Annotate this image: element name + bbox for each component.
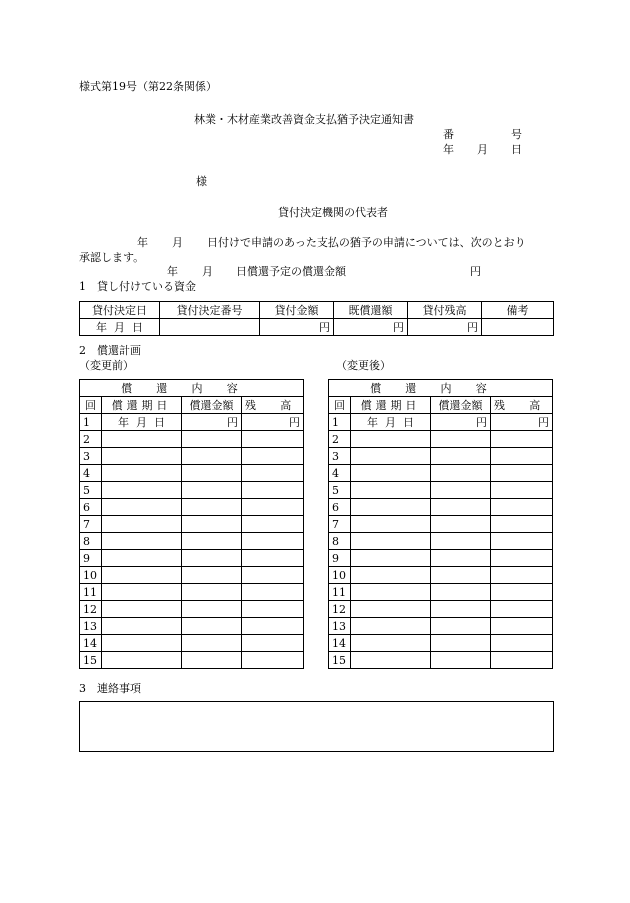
body-line1: 日付けで申請のあった支払の猶予の申請については、次のとおり: [207, 236, 526, 249]
body-line3-text: 日償還予定の償還金額: [236, 265, 346, 278]
notes-box[interactable]: [79, 701, 554, 752]
table-row: [329, 465, 553, 482]
table-row: [329, 550, 553, 567]
balance-cell[interactable]: [491, 414, 553, 431]
due-date-cell[interactable]: [351, 465, 431, 482]
row-number: 5: [329, 482, 351, 499]
balance-cell[interactable]: [491, 618, 553, 635]
repayment-amount-cell[interactable]: [182, 482, 242, 499]
due-date-cell[interactable]: [102, 635, 182, 652]
repayment-amount-cell[interactable]: [431, 533, 491, 550]
table-header-row: [80, 397, 304, 414]
due-date-cell[interactable]: [351, 431, 431, 448]
balance-cell[interactable]: [242, 635, 304, 652]
table-row: [80, 652, 304, 669]
repayment-amount-cell[interactable]: [431, 618, 491, 635]
table-row: [80, 431, 304, 448]
date-day-label: 日: [511, 143, 522, 156]
table-row: [329, 584, 553, 601]
loan-date-cell[interactable]: [80, 319, 160, 336]
repayment-amount-cell[interactable]: [182, 550, 242, 567]
repayment-amount-cell[interactable]: [431, 448, 491, 465]
balance-cell[interactable]: [491, 652, 553, 669]
table-row: [329, 482, 553, 499]
due-date-cell[interactable]: [102, 652, 182, 669]
repayment-amount-cell[interactable]: [431, 414, 491, 431]
row-number: 9: [329, 550, 351, 567]
date-month-label: 月: [114, 320, 125, 334]
table-row: [80, 533, 304, 550]
due-date-cell[interactable]: [102, 533, 182, 550]
balance-cell[interactable]: [491, 533, 553, 550]
row-number: 8: [80, 533, 102, 550]
row-number: 2: [329, 431, 351, 448]
table-row: [80, 567, 304, 584]
balance-cell[interactable]: [491, 482, 553, 499]
due-date-cell[interactable]: [102, 567, 182, 584]
repayment-amount-cell[interactable]: [431, 567, 491, 584]
date-day-label: 日: [403, 415, 414, 429]
row-number: 14: [329, 635, 351, 652]
row-number: 8: [329, 533, 351, 550]
repayment-amount-cell[interactable]: [431, 601, 491, 618]
body-line3-yen: 円: [470, 265, 481, 278]
due-date-cell[interactable]: [102, 618, 182, 635]
remarks-cell[interactable]: [482, 319, 554, 336]
table-row: [80, 618, 304, 635]
row-number: 2: [80, 431, 102, 448]
balance-cell[interactable]: [242, 618, 304, 635]
row-number: 9: [80, 550, 102, 567]
yen-label: 円: [289, 415, 300, 429]
date-day-label: 日: [132, 320, 143, 334]
row-number: 12: [329, 601, 351, 618]
section1-heading: 1 貸し付けている資金: [79, 280, 196, 293]
repayment-amount-cell[interactable]: [182, 516, 242, 533]
column-header: 貸付金額: [260, 302, 334, 319]
due-date-cell[interactable]: [351, 635, 431, 652]
repayment-amount-cell[interactable]: [182, 652, 242, 669]
row-number: 10: [329, 567, 351, 584]
balance-cell[interactable]: [242, 414, 304, 431]
balance-cell[interactable]: [242, 567, 304, 584]
column-header: 貸付残高: [408, 302, 482, 319]
due-date-cell[interactable]: [102, 550, 182, 567]
loan-amount-cell[interactable]: [260, 319, 334, 336]
table-row: [80, 635, 304, 652]
row-number: 15: [329, 652, 351, 669]
loan-number-cell[interactable]: [160, 319, 260, 336]
column-header: 償還期日: [102, 397, 182, 414]
balance-cell[interactable]: [242, 516, 304, 533]
table-row: [329, 533, 553, 550]
row-number: 6: [329, 499, 351, 516]
repayment-amount-cell[interactable]: [431, 499, 491, 516]
table-row: [329, 618, 553, 635]
repayment-amount-cell[interactable]: [182, 635, 242, 652]
yen-label: 円: [476, 415, 487, 429]
repayment-amount-cell[interactable]: [182, 414, 242, 431]
due-date-cell[interactable]: [351, 652, 431, 669]
due-date-cell[interactable]: [351, 567, 431, 584]
column-header: 回: [80, 397, 102, 414]
row-number: 1: [329, 414, 351, 431]
column-header: 償還金額: [182, 397, 242, 414]
due-date-cell[interactable]: [102, 601, 182, 618]
row-number: 4: [80, 465, 102, 482]
row-number: 12: [80, 601, 102, 618]
due-date-cell[interactable]: [351, 482, 431, 499]
repayment-amount-cell[interactable]: [182, 567, 242, 584]
repayment-amount-cell[interactable]: [431, 550, 491, 567]
due-date-cell[interactable]: [102, 516, 182, 533]
table-row: [80, 499, 304, 516]
repayment-amount-cell[interactable]: [431, 431, 491, 448]
table-row: [80, 448, 304, 465]
table-row: [80, 550, 304, 567]
column-header: 償還期日: [351, 397, 431, 414]
balance-cell[interactable]: [491, 584, 553, 601]
balance-cell[interactable]: [242, 448, 304, 465]
repayment-amount-cell[interactable]: [182, 499, 242, 516]
column-header: 備考: [482, 302, 554, 319]
body-line3-year: 年: [167, 265, 178, 278]
column-header: 回: [329, 397, 351, 414]
balance-cell[interactable]: [408, 319, 482, 336]
column-header: 償還金額: [431, 397, 491, 414]
table-row: [329, 635, 553, 652]
table-row: [80, 601, 304, 618]
recipient-suffix: 様: [196, 175, 207, 188]
table-row: [329, 414, 553, 431]
repayment-amount-cell[interactable]: [182, 601, 242, 618]
date-year-label: 年: [96, 320, 107, 334]
due-date-cell[interactable]: [102, 448, 182, 465]
body-year: 年: [137, 236, 148, 249]
due-date-cell[interactable]: [351, 550, 431, 567]
row-number: 3: [329, 448, 351, 465]
due-date-cell[interactable]: [102, 431, 182, 448]
table-header-row: [80, 302, 554, 319]
body-month: 月: [172, 236, 183, 249]
due-date-cell[interactable]: [102, 465, 182, 482]
due-date-cell[interactable]: [351, 448, 431, 465]
due-date-cell[interactable]: [102, 584, 182, 601]
repayment-plan-after-table: [328, 379, 565, 669]
table-row: [80, 516, 304, 533]
due-date-cell[interactable]: [102, 414, 182, 431]
yen-label: 円: [393, 320, 404, 334]
column-header: 残高: [491, 397, 553, 414]
balance-cell[interactable]: [491, 601, 553, 618]
row-number: 11: [329, 584, 351, 601]
after-label: （変更後）: [336, 359, 391, 372]
date-year-label: 年: [367, 415, 378, 429]
form-number: 様式第19号（第22条関係）: [79, 80, 217, 93]
row-number: 14: [80, 635, 102, 652]
due-date-cell[interactable]: [351, 601, 431, 618]
column-header: 貸付決定日: [80, 302, 160, 319]
balance-cell[interactable]: [242, 601, 304, 618]
row-number: 5: [80, 482, 102, 499]
column-header: 貸付決定番号: [160, 302, 260, 319]
row-number: 11: [80, 584, 102, 601]
repayment-amount-cell[interactable]: [182, 533, 242, 550]
row-number: 7: [80, 516, 102, 533]
column-header: 既償還額: [334, 302, 408, 319]
balance-cell[interactable]: [242, 550, 304, 567]
table-row: [329, 499, 553, 516]
sender-label: 貸付決定機関の代表者: [278, 206, 388, 219]
row-number: 13: [329, 618, 351, 635]
balance-cell[interactable]: [491, 431, 553, 448]
date-year-label: 年: [118, 415, 129, 429]
date-year-label: 年: [443, 143, 454, 156]
table-header-row: [329, 397, 553, 414]
date-month-label: 月: [385, 415, 396, 429]
yen-label: 円: [538, 415, 549, 429]
group-header-row: [329, 380, 553, 397]
balance-cell[interactable]: [491, 499, 553, 516]
table-row: [80, 482, 304, 499]
table-row: [329, 448, 553, 465]
repayment-amount-cell[interactable]: [182, 448, 242, 465]
due-date-cell[interactable]: [351, 499, 431, 516]
column-header: 残高: [242, 397, 304, 414]
group-header-row: [80, 380, 304, 397]
due-date-cell[interactable]: [351, 533, 431, 550]
repayment-amount-cell[interactable]: [431, 584, 491, 601]
table-row: [329, 652, 553, 669]
table-row: [80, 465, 304, 482]
yen-label: 円: [319, 320, 330, 334]
repayment-amount-cell[interactable]: [431, 465, 491, 482]
repayment-amount-cell[interactable]: [182, 618, 242, 635]
due-date-cell[interactable]: [351, 516, 431, 533]
document-title: 林業・木材産業改善資金支払猶予決定通知書: [194, 113, 414, 126]
balance-cell[interactable]: [491, 635, 553, 652]
table-row: [329, 567, 553, 584]
number-label-go: 号: [511, 128, 522, 141]
row-number: 7: [329, 516, 351, 533]
table-row: [329, 431, 553, 448]
due-date-cell[interactable]: [102, 499, 182, 516]
section3-heading: 3 連絡事項: [79, 682, 141, 695]
balance-cell[interactable]: [491, 550, 553, 567]
table-row: [329, 601, 553, 618]
table-row: [80, 414, 304, 431]
date-month-label: 月: [136, 415, 147, 429]
due-date-cell[interactable]: [351, 414, 431, 431]
repayment-amount-cell[interactable]: [431, 652, 491, 669]
row-number: 1: [80, 414, 102, 431]
yen-label: 円: [227, 415, 238, 429]
repayment-amount-cell[interactable]: [182, 431, 242, 448]
section2-heading: 2 償還計画: [79, 344, 141, 357]
group-header: 償還内容: [329, 380, 553, 397]
balance-cell[interactable]: [491, 465, 553, 482]
due-date-cell[interactable]: [351, 618, 431, 635]
balance-cell[interactable]: [242, 652, 304, 669]
row-number: 15: [80, 652, 102, 669]
repayment-amount-cell[interactable]: [431, 516, 491, 533]
date-month-label: 月: [477, 143, 488, 156]
balance-cell[interactable]: [491, 516, 553, 533]
repayment-amount-cell[interactable]: [431, 482, 491, 499]
due-date-cell[interactable]: [351, 584, 431, 601]
balance-cell[interactable]: [491, 567, 553, 584]
before-label: （変更前）: [79, 359, 134, 372]
balance-cell[interactable]: [242, 482, 304, 499]
date-day-label: 日: [154, 415, 165, 429]
table-row: [80, 584, 304, 601]
balance-cell[interactable]: [491, 448, 553, 465]
balance-cell[interactable]: [242, 499, 304, 516]
table-row: [329, 516, 553, 533]
body-line2: 承認します。: [79, 251, 145, 264]
row-number: 3: [80, 448, 102, 465]
due-date-cell[interactable]: [102, 482, 182, 499]
loan-table: [79, 301, 554, 336]
repayment-plan-before-table: [79, 379, 316, 669]
repayment-amount-cell[interactable]: [182, 465, 242, 482]
balance-cell[interactable]: [242, 533, 304, 550]
group-header: 償還内容: [80, 380, 304, 397]
repayment-amount-cell[interactable]: [431, 635, 491, 652]
repayment-amount-cell[interactable]: [182, 584, 242, 601]
body-line3-month: 月: [202, 265, 213, 278]
row-number: 10: [80, 567, 102, 584]
row-number: 4: [329, 465, 351, 482]
row-number: 6: [80, 499, 102, 516]
balance-cell[interactable]: [242, 584, 304, 601]
table-row: [80, 319, 554, 336]
balance-cell[interactable]: [242, 431, 304, 448]
number-label-ban: 番: [443, 128, 454, 141]
yen-label: 円: [467, 320, 478, 334]
balance-cell[interactable]: [242, 465, 304, 482]
row-number: 13: [80, 618, 102, 635]
repaid-amount-cell[interactable]: [334, 319, 408, 336]
